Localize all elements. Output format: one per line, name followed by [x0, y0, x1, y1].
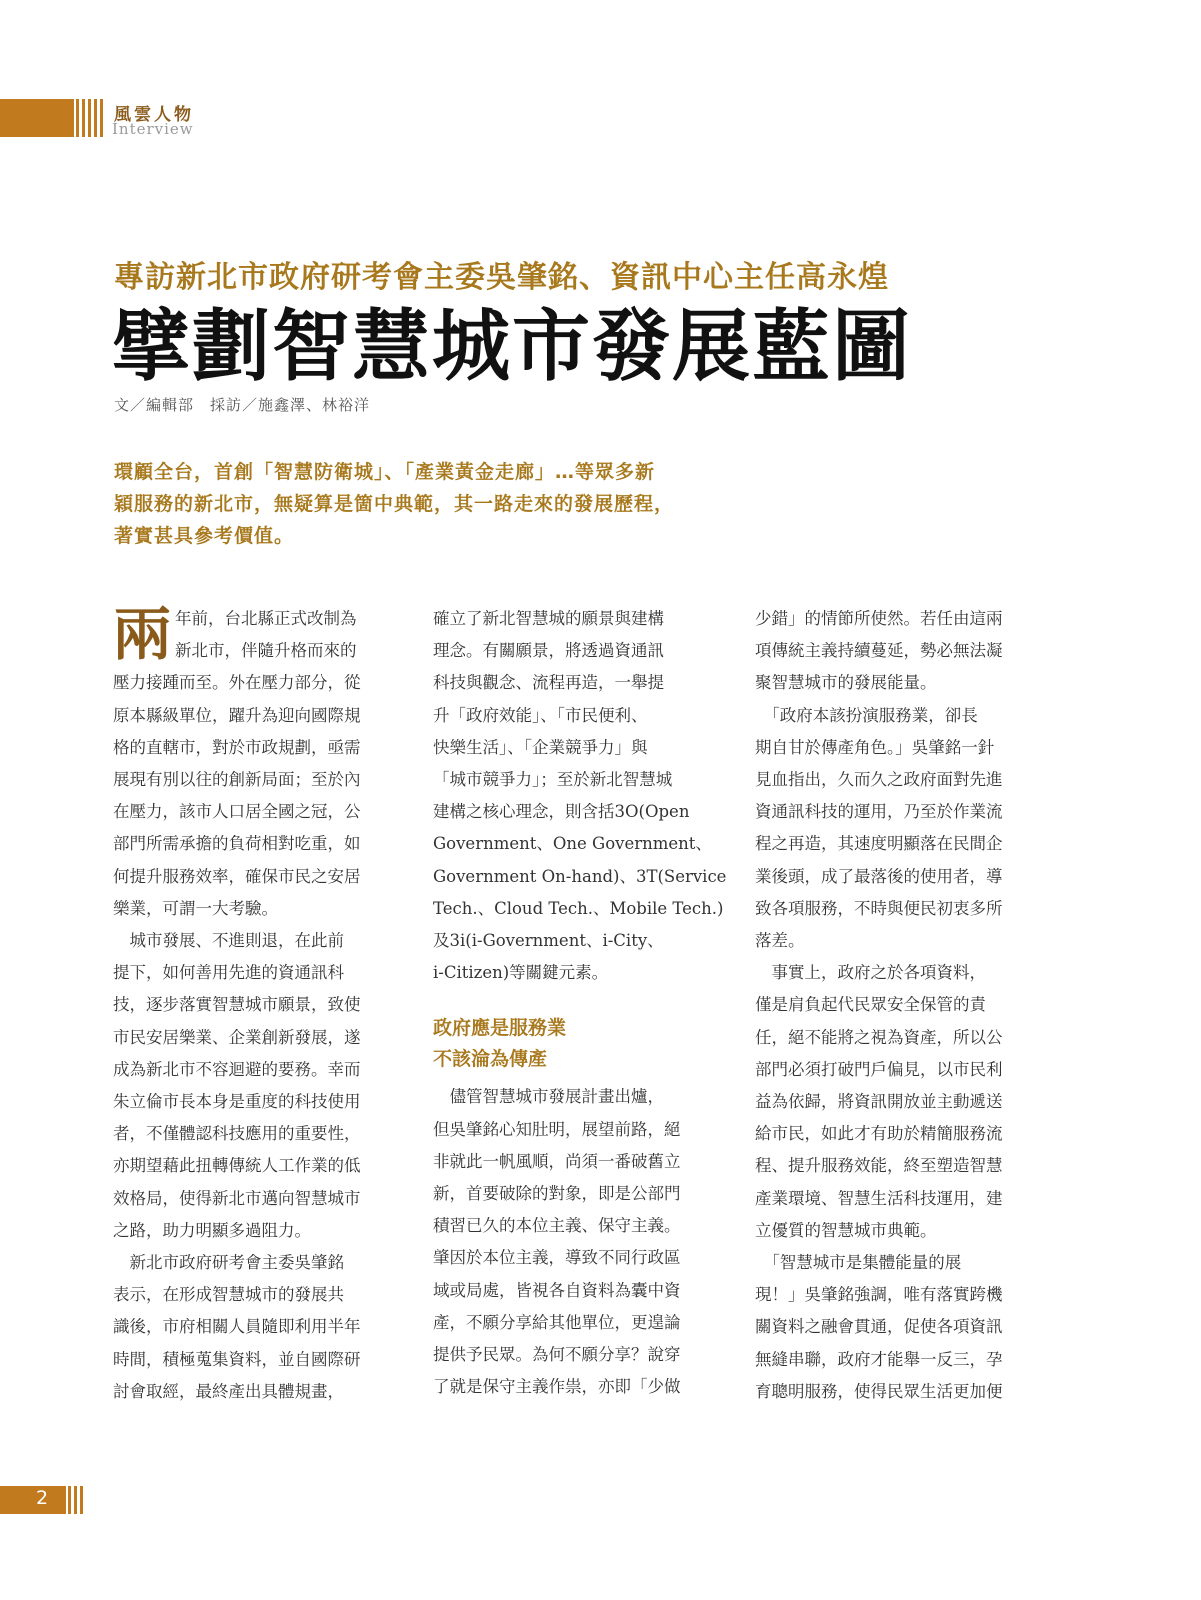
body-line: 關資料之融會貫通，促使各項資訊 — [755, 1317, 1003, 1337]
body-line: 何提升服務效率，確保市民之安居 — [113, 866, 361, 886]
body-line: 「政府本該扮演服務業，卻長 — [755, 705, 978, 725]
section-heading — [433, 1013, 723, 1075]
body-line: 者，不僅體認科技應用的重要性， — [113, 1124, 361, 1144]
body-line: 科技與觀念、流程再造，一舉提 — [433, 673, 664, 693]
body-line: 成為新北市不容迴避的要務。幸而 — [113, 1059, 361, 1079]
section-heading-line: 政府應是服務業 — [433, 1017, 567, 1040]
page-number: 2 — [36, 1487, 49, 1509]
section-label: 風雲人物 — [114, 105, 194, 125]
body-line: 快樂生活」、「企業競爭力」與 — [433, 737, 648, 757]
article-subtitle: 專訪新北市政府研考會主委吳肇銘、資訊中心主任高永煌 — [114, 260, 889, 295]
body-line: 之路，助力明顯多過阻力。 — [113, 1220, 311, 1240]
body-line: 新北市，伴隨升格而來的 — [175, 641, 357, 661]
body-line: 新，首要破除的對象，即是公部門 — [433, 1184, 681, 1204]
body-line: Tech.、Cloud Tech.、Mobile Tech.) — [433, 898, 724, 918]
body-line: 新北市政府研考會主委吳肇銘 — [113, 1253, 344, 1273]
body-line: 效格局，使得新北市邁向智慧城市 — [113, 1188, 361, 1208]
body-line: 項傳統主義持續蔓延，勢必無法凝 — [755, 641, 1003, 661]
body-line: 立優質的智慧城市典範。 — [755, 1220, 937, 1240]
body-line: 任，絕不能將之視為資產，所以公 — [755, 1027, 1003, 1047]
body-line: 了就是保守主義作祟，亦即「少做 — [433, 1377, 681, 1397]
body-line: 建構之核心理念，則含括3O(Open — [433, 802, 690, 822]
body-line: 部門所需承擔的負荷相對吃重，如 — [113, 834, 361, 854]
body-line: 無縫串聯，政府才能舉一反三，孕 — [755, 1349, 1003, 1369]
body-line: 落差。 — [755, 931, 805, 951]
body-line: 時間，積極蒐集資料，並自國際研 — [113, 1349, 361, 1369]
body-line: 但吳肇銘心知肚明，展望前路，絕 — [433, 1119, 681, 1139]
lead-line: 穎服務的新北市，無疑算是箇中典範，其一路走來的發展歷程， — [114, 493, 675, 515]
footer-accent-bar — [0, 1486, 66, 1514]
body-line: 提下，如何善用先進的資通訊科 — [113, 963, 344, 983]
lead-line: 環顧全台，首創「智慧防衛城」、「產業黃金走廊」…等眾多新 — [114, 461, 656, 483]
body-line: 格的直轄市，對於市政規劃，亟需 — [113, 737, 361, 757]
body-line: 城市發展、不進則退，在此前 — [113, 931, 344, 951]
body-line: Government、One Government、 — [433, 834, 712, 854]
body-line: 及3i(i-Government、i-City、 — [433, 931, 664, 951]
body-line: 儘管智慧城市發展計畫出爐， — [433, 1087, 664, 1107]
column-3 — [755, 603, 1043, 1408]
body-line: 現！」吳肇銘強調，唯有落實跨機 — [755, 1285, 1003, 1305]
body-line: 致各項服務，不時與便民初衷多所 — [755, 898, 1003, 918]
body-line: i-Citizen)等關鍵元素。 — [433, 963, 609, 983]
body-line: 非就此一帆風順，尚須一番破舊立 — [433, 1151, 681, 1171]
body-line: 產業環境、智慧生活科技運用，建 — [755, 1188, 1003, 1208]
body-line: 事實上，政府之於各項資料， — [755, 963, 986, 983]
body-line: 程、提升服務效能，終至塑造智慧 — [755, 1156, 1003, 1176]
body-line: 積習已久的本位主義、保守主義。 — [433, 1216, 681, 1236]
section-heading-line: 不該淪為傳產 — [433, 1048, 548, 1071]
footer-stripes — [68, 1486, 83, 1514]
lead-line: 著實甚具參考價值。 — [114, 525, 295, 547]
interview-credit: 採訪／施鑫澤、林裕洋 — [210, 396, 371, 414]
body-line: 升「政府效能」、「市民便利、 — [433, 705, 648, 725]
body-line: 理念。有關願景，將透過資通訊 — [433, 641, 664, 661]
header-accent-bar — [0, 99, 74, 137]
body-line: 給市民，如此才有助於精簡服務流 — [755, 1124, 1003, 1144]
body-line: 表示，在形成智慧城市的發展共 — [113, 1285, 344, 1305]
body-line: 期自甘於傳產角色。」吳肇銘一針 — [755, 737, 995, 757]
body-line: 年前，台北縣正式改制為 — [175, 609, 357, 628]
body-line: 程之再造，其速度明顯落在民間企 — [755, 834, 1003, 854]
article-credits — [114, 394, 370, 415]
body-line: 市民安居樂業、企業創新發展，遂 — [113, 1027, 361, 1047]
article-title: 擘劃智慧城市發展藍圖 — [112, 301, 913, 392]
body-line: 在壓力，該市人口居全國之冠，公 — [113, 802, 361, 822]
body-line: 業後頭，成了最落後的使用者，導 — [755, 866, 1003, 886]
body-line: 亦期望藉此扭轉傳統人工作業的低 — [113, 1156, 361, 1176]
body-line: 確立了新北智慧城的願景與建構 — [433, 609, 664, 628]
body-line: 「城市競爭力」；至於新北智慧城 — [433, 770, 673, 790]
header-stripes — [76, 99, 103, 137]
body-line: 樂業，可謂一大考驗。 — [113, 898, 278, 918]
body-line: 「智慧城市是集體能量的展 — [755, 1253, 962, 1273]
body-line: 肇因於本位主義，導致不同行政區 — [433, 1248, 681, 1268]
lead-paragraph — [114, 456, 754, 552]
body-line: 壓力接踵而至。外在壓力部分，從 — [113, 673, 361, 693]
body-line: 僅是肩負起代民眾安全保管的責 — [755, 995, 986, 1015]
body-line: 少錯」的情節所使然。若任由這兩 — [755, 609, 1003, 628]
body-line: 朱立倫市長本身是重度的科技使用 — [113, 1092, 361, 1112]
body-line: 展現有別以往的創新局面；至於內 — [113, 770, 361, 790]
section-label-en: Interview — [112, 120, 194, 138]
column-1 — [113, 600, 399, 1408]
body-line: 技，逐步落實智慧城市願景，致使 — [113, 995, 361, 1015]
body-line: 提供予民眾。為何不願分享？說穿 — [433, 1345, 681, 1365]
body-line: Government On-hand)、3T(Service — [433, 866, 727, 886]
body-line: 部門必須打破門戶偏見，以市民利 — [755, 1059, 1003, 1079]
body-line: 益為依歸，將資訊開放並主動遞送 — [755, 1092, 1003, 1112]
body-line: 產，不願分享給其他單位，更遑論 — [433, 1312, 681, 1332]
drop-cap: 兩 — [113, 600, 172, 668]
body-line: 聚智慧城市的發展能量。 — [755, 673, 937, 693]
writer-credit: 文／編輯部 — [114, 396, 195, 414]
body-line: 原本縣級單位，躍升為迎向國際規 — [113, 705, 361, 725]
body-line: 識後，市府相關人員隨即利用半年 — [113, 1317, 361, 1337]
body-line: 資通訊科技的運用，乃至於作業流 — [755, 802, 1003, 822]
body-line: 見血指出，久而久之政府面對先進 — [755, 770, 1003, 790]
body-line: 域或局處，皆視各自資料為囊中資 — [433, 1280, 681, 1300]
body-line: 育聰明服務，使得民眾生活更加便 — [755, 1381, 1003, 1401]
body-line: 討會取經，最終產出具體規畫， — [113, 1381, 344, 1401]
column-2 — [433, 603, 727, 1403]
